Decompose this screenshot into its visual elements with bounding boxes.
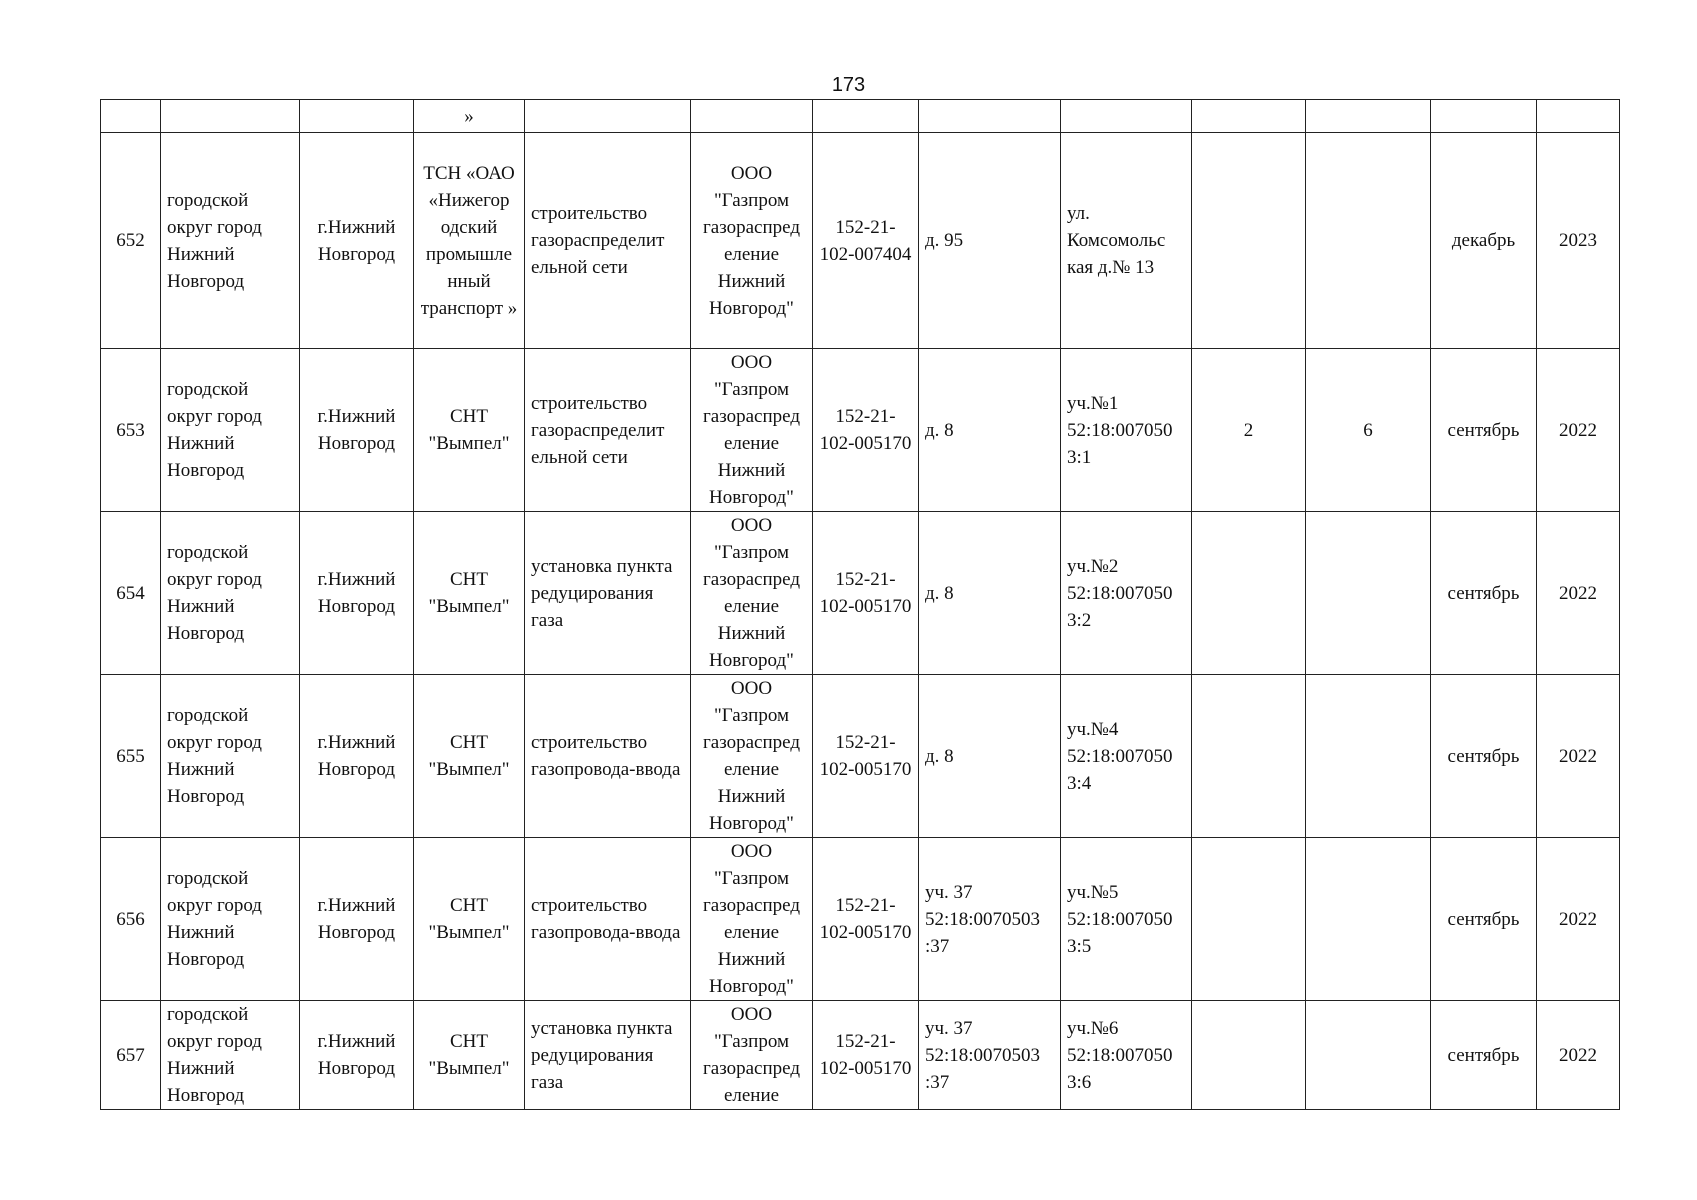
cell-end-point: уч.№2 52:18:007050 3:2 (1061, 512, 1192, 675)
cell-value-a: 2 (1192, 349, 1306, 512)
cell-start-point: д. 8 (919, 349, 1061, 512)
cell-value-a (1192, 512, 1306, 675)
cell-empty (919, 100, 1061, 133)
cell-end-point: уч.№5 52:18:007050 3:5 (1061, 838, 1192, 1001)
cell-month: сентябрь (1431, 349, 1537, 512)
cell-applicant: СНТ "Вымпел" (414, 512, 525, 675)
table-row (101, 133, 1620, 349)
cell-value-b (1306, 512, 1431, 675)
cell-value-b (1306, 133, 1431, 349)
cell-empty (813, 100, 919, 133)
table-row (101, 349, 1620, 512)
cell-empty (1192, 100, 1306, 133)
cell-district: городской округ город Нижний Новгород (161, 512, 300, 675)
cell-empty (1061, 100, 1192, 133)
cell-end-point: уч.№1 52:18:007050 3:1 (1061, 349, 1192, 512)
cell-value-a (1192, 838, 1306, 1001)
continuation-row (101, 100, 1620, 133)
cell-applicant: СНТ "Вымпел" (414, 349, 525, 512)
cell-organization: ООО "Газпром газораспред еление Нижний Новгород" (691, 512, 813, 675)
row-number: 657 (101, 1001, 161, 1110)
cell-organization: ООО "Газпром газораспред еление Нижний Новгород" (691, 349, 813, 512)
cell-value-b: 6 (1306, 349, 1431, 512)
cell-month: сентябрь (1431, 512, 1537, 675)
cell-organization: ООО "Газпром газораспред еление Нижний Новгород" (691, 133, 813, 349)
cell-month: сентябрь (1431, 675, 1537, 838)
cell-applicant: СНТ "Вымпел" (414, 675, 525, 838)
cell-empty (691, 100, 813, 133)
row-number: 655 (101, 675, 161, 838)
table-row (101, 512, 1620, 675)
cell-end-point: уч.№4 52:18:007050 3:4 (1061, 675, 1192, 838)
cell-applicant-continuation: » (414, 100, 525, 133)
cell-organization: ООО "Газпром газораспред еление Нижний Новгород" (691, 675, 813, 838)
table-row (101, 675, 1620, 838)
cell-month: декабрь (1431, 133, 1537, 349)
cell-code: 152-21-102-005170 (813, 838, 919, 1001)
cell-empty (1431, 100, 1537, 133)
cell-empty (101, 100, 161, 133)
cell-work-type: установка пункта редуцирования газа (525, 512, 691, 675)
cell-code: 152-21-102-005170 (813, 675, 919, 838)
cell-end-point: уч.№6 52:18:007050 3:6 (1061, 1001, 1192, 1110)
cell-value-b (1306, 1001, 1431, 1110)
cell-empty (161, 100, 300, 133)
cell-city: г.Нижний Новгород (300, 512, 414, 675)
page-number: 173 (831, 74, 866, 96)
cell-applicant: СНТ "Вымпел" (414, 838, 525, 1001)
row-number: 652 (101, 133, 161, 349)
cell-work-type: строительство газораспределит ельной сети (525, 349, 691, 512)
table-row (101, 1001, 1620, 1110)
cell-city: г.Нижний Новгород (300, 675, 414, 838)
cell-end-point: ул. Комсомольс кая д.№ 13 (1061, 133, 1192, 349)
cell-empty (300, 100, 414, 133)
cell-value-b (1306, 675, 1431, 838)
cell-year: 2022 (1537, 838, 1620, 1001)
cell-applicant: ТСН «ОАО «Нижегор одский промышле нный транспорт » (414, 133, 525, 349)
cell-city: г.Нижний Новгород (300, 349, 414, 512)
cell-start-point: д. 8 (919, 675, 1061, 838)
cell-code: 152-21-102-007404 (813, 133, 919, 349)
cell-empty (1306, 100, 1431, 133)
cell-district: городской округ город Нижний Новгород (161, 838, 300, 1001)
cell-applicant: СНТ "Вымпел" (414, 1001, 525, 1110)
cell-month: сентябрь (1431, 1001, 1537, 1110)
row-number: 654 (101, 512, 161, 675)
cell-district: городской округ город Нижний Новгород (161, 1001, 300, 1110)
table-row (101, 838, 1620, 1001)
cell-empty (525, 100, 691, 133)
cell-year: 2022 (1537, 349, 1620, 512)
cell-start-point: уч. 37 52:18:0070503 :37 (919, 1001, 1061, 1110)
cell-value-a (1192, 133, 1306, 349)
cell-work-type: установка пункта редуцирования газа (525, 1001, 691, 1110)
cell-district: городской округ город Нижний Новгород (161, 349, 300, 512)
cell-year: 2023 (1537, 133, 1620, 349)
cell-value-a (1192, 675, 1306, 838)
cell-start-point: уч. 37 52:18:0070503 :37 (919, 838, 1061, 1001)
cell-work-type: строительство газопровода-ввода (525, 675, 691, 838)
cell-city: г.Нижний Новгород (300, 838, 414, 1001)
cell-year: 2022 (1537, 1001, 1620, 1110)
cell-value-b (1306, 838, 1431, 1001)
cell-work-type: строительство газопровода-ввода (525, 838, 691, 1001)
cell-month: сентябрь (1431, 838, 1537, 1001)
cell-code: 152-21-102-005170 (813, 512, 919, 675)
cell-start-point: д. 8 (919, 512, 1061, 675)
cell-district: городской округ город Нижний Новгород (161, 675, 300, 838)
gas-works-table (100, 99, 1620, 1110)
cell-district: городской округ город Нижний Новгород (161, 133, 300, 349)
cell-organization: ООО "Газпром газораспред еление (691, 1001, 813, 1110)
cell-city: г.Нижний Новгород (300, 1001, 414, 1110)
cell-code: 152-21-102-005170 (813, 349, 919, 512)
row-number: 653 (101, 349, 161, 512)
cell-year: 2022 (1537, 512, 1620, 675)
cell-organization: ООО "Газпром газораспред еление Нижний Новгород" (691, 838, 813, 1001)
cell-work-type: строительство газораспределит ельной сети (525, 133, 691, 349)
row-number: 656 (101, 838, 161, 1001)
cell-year: 2022 (1537, 675, 1620, 838)
cell-empty (1537, 100, 1620, 133)
cell-city: г.Нижний Новгород (300, 133, 414, 349)
cell-value-a (1192, 1001, 1306, 1110)
cell-start-point: д. 95 (919, 133, 1061, 349)
cell-code: 152-21-102-005170 (813, 1001, 919, 1110)
